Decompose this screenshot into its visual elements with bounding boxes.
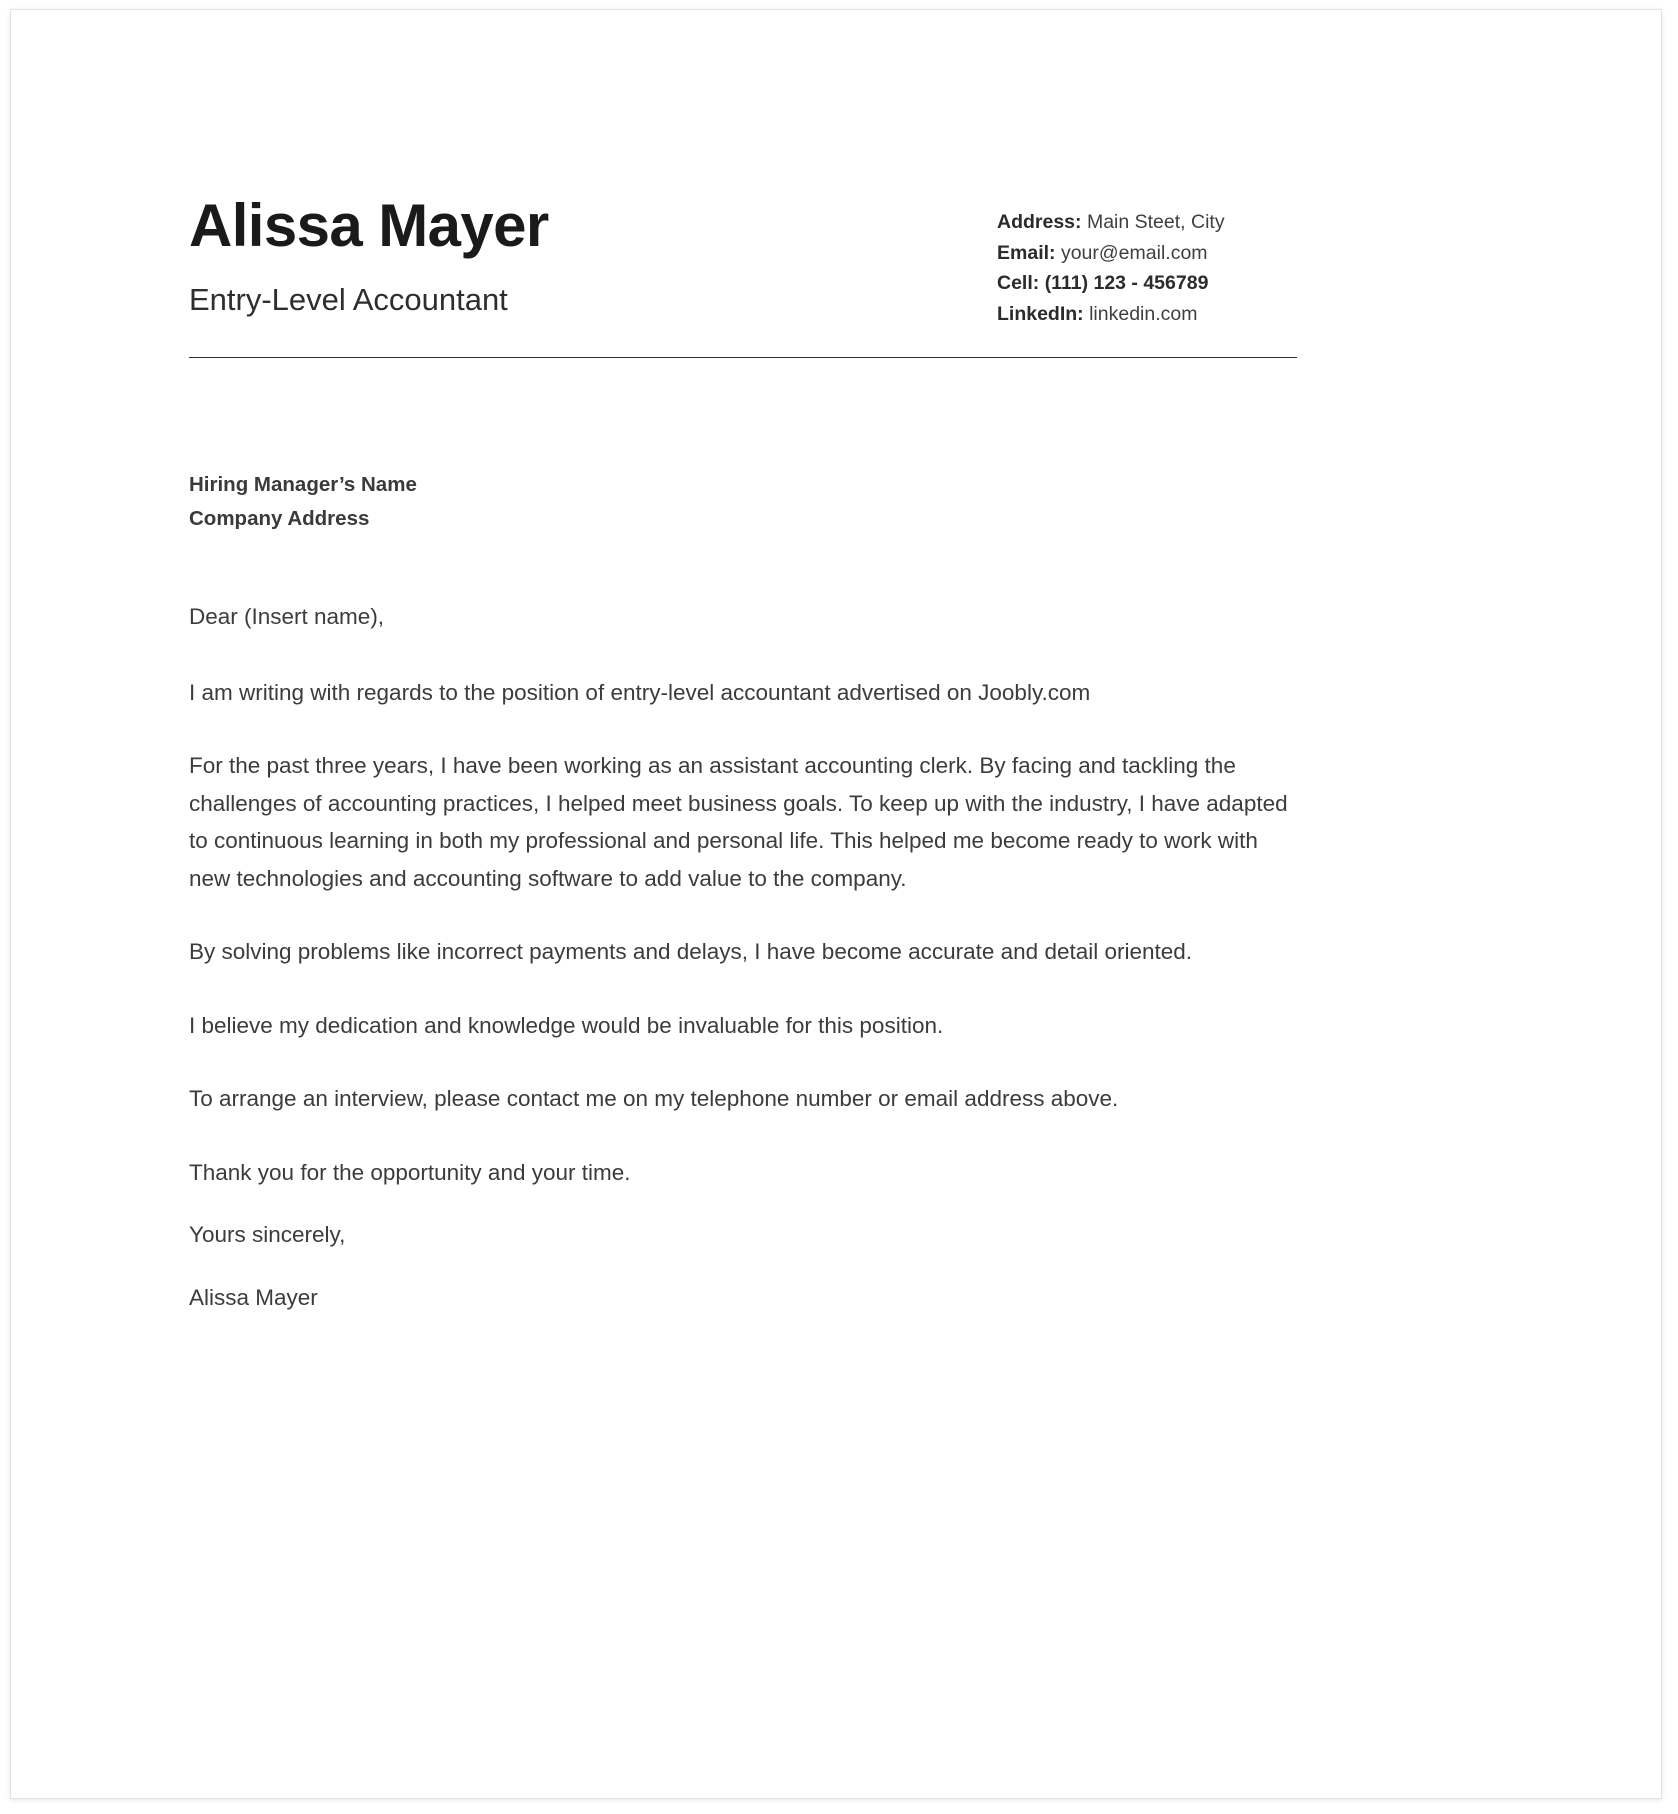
contact-email[interactable]	[997, 238, 1297, 269]
paragraph-value: I believe my dedication and knowledge would be invaluable for this position.	[189, 1012, 944, 1038]
letter-body	[189, 598, 1297, 1316]
identity-block	[189, 192, 889, 317]
sign-off: Yours sincerely,	[189, 1222, 346, 1247]
job-title: Entry-Level Accountant	[189, 282, 508, 317]
document-page	[10, 9, 1662, 1799]
letter-content	[189, 10, 1297, 1316]
contact-block	[997, 207, 1297, 329]
salutation: Dear (Insert name),	[189, 604, 385, 629]
recipient-block	[189, 468, 1297, 536]
contact-address-label: Address:	[997, 211, 1082, 233]
paragraph-intro: I am writing with regards to the position of entry-level accountant advertised on Joobly.com	[189, 679, 1091, 705]
contact-cell-value: (111) 123 - 456789	[1044, 272, 1209, 294]
contact-linkedin-label: LinkedIn:	[997, 302, 1084, 325]
recipient-name: Hiring Manager’s Name	[189, 473, 417, 496]
signature-name: Alissa Mayer	[189, 1284, 318, 1310]
recipient-address: Company Address	[189, 507, 370, 530]
letterhead	[189, 192, 1297, 366]
contact-cell-label: Cell:	[997, 272, 1040, 294]
paragraph-experience: For the past three years, I have been working as an assistant accounting clerk. By facing and tackling the challenges of accounting practices, I helped meet business goals. To keep up with the industry, I have adapted to continuous learning in both my professional and personal life. This helped me become ready to work with new technologies and accounting software to add value to the company.	[189, 753, 1288, 891]
page-title: Alissa Mayer	[189, 192, 549, 259]
contact-cell	[997, 268, 1297, 299]
contact-address-value: Main Steet, City	[1086, 211, 1225, 233]
paragraph-skills: By solving problems like incorrect payments and delays, I have become accurate and detail oriented.	[189, 939, 1193, 964]
contact-linkedin-value[interactable]: linkedin.com	[1089, 302, 1198, 325]
contact-email-value[interactable]: your@email.com	[1060, 241, 1208, 264]
paragraph-thanks: Thank you for the opportunity and your time.	[189, 1159, 631, 1185]
contact-linkedin[interactable]	[997, 299, 1297, 330]
contact-address	[997, 207, 1297, 238]
paragraph-contact: To arrange an interview, please contact me on my telephone number or email address above.	[189, 1086, 1119, 1111]
contact-email-label: Email:	[997, 241, 1056, 264]
header-divider	[189, 357, 1297, 358]
